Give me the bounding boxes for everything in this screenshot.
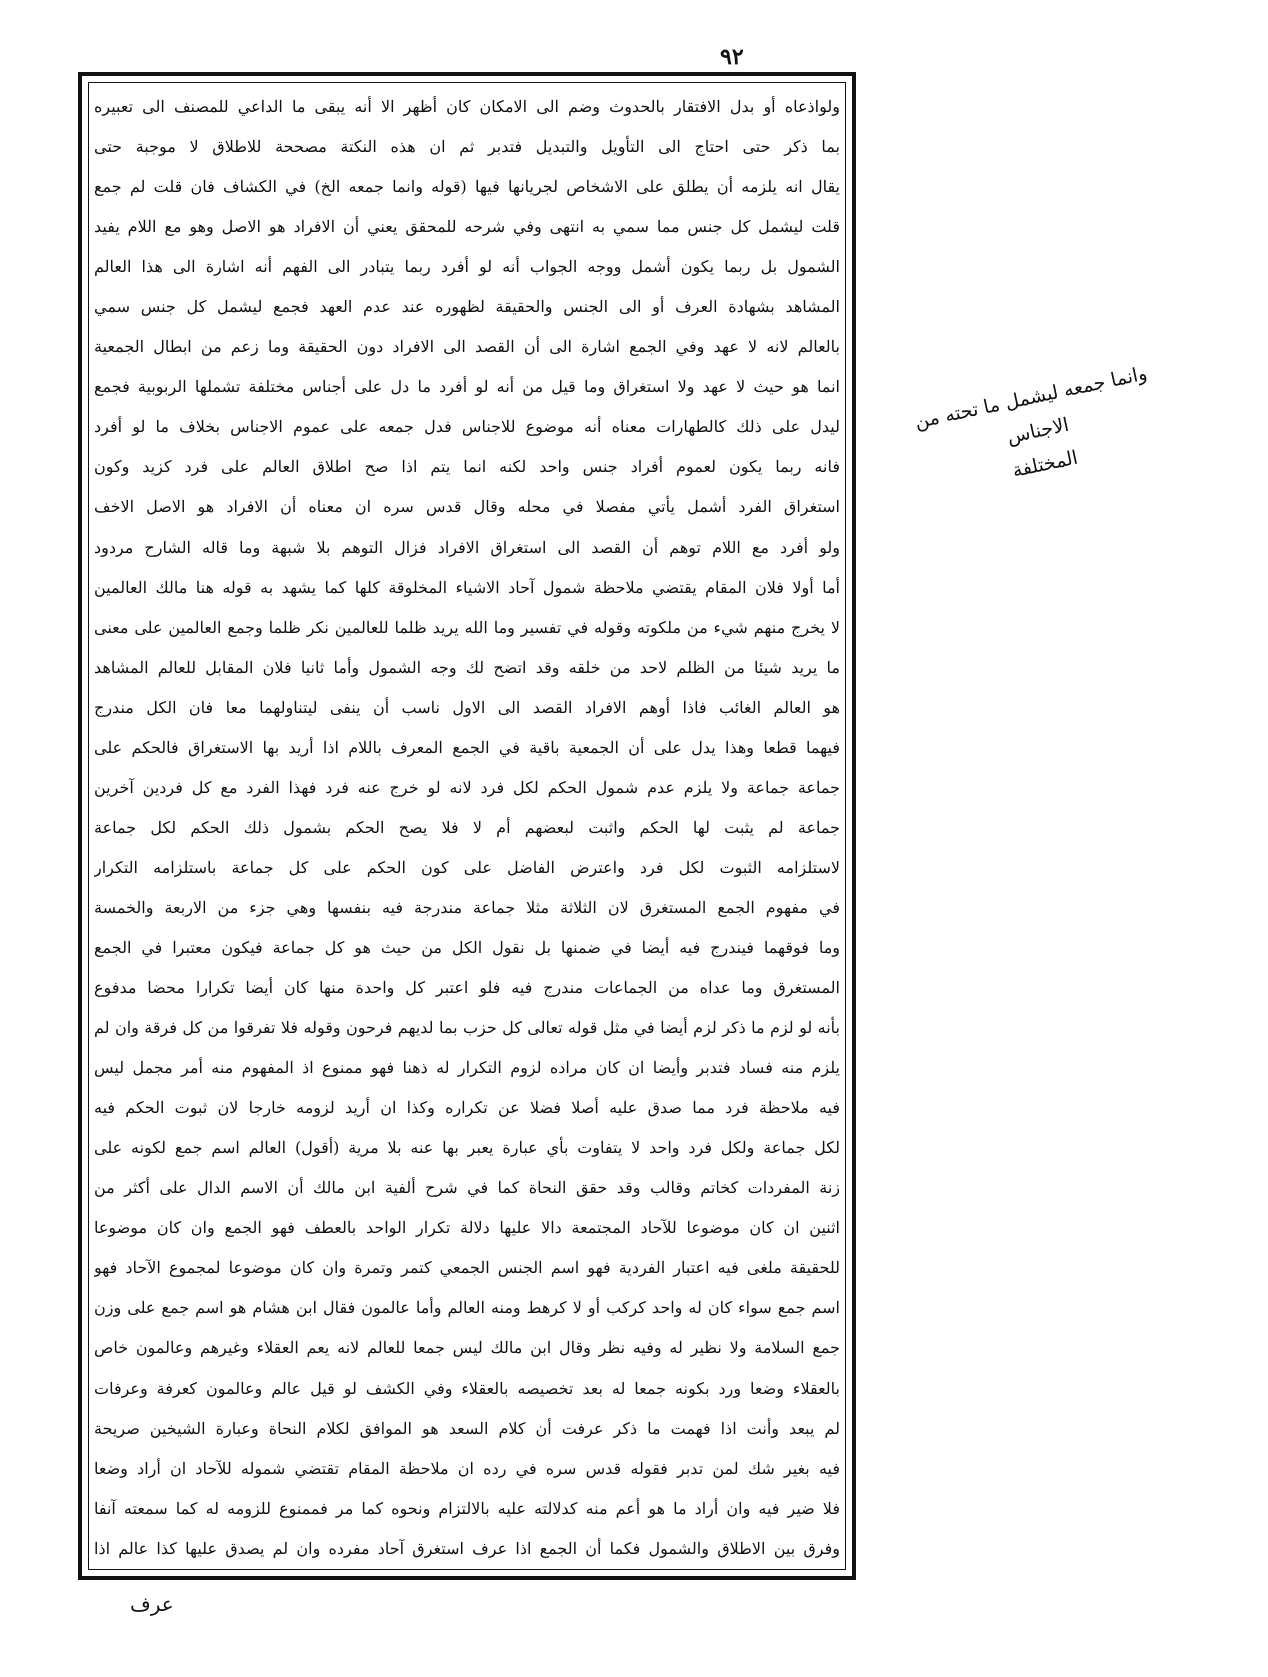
text-line: بما ذكر حتى احتاج الى التأويل والتبديل فتدبر ثم ان هذه النكتة مصححة للاطلاق لا موجبة حتى [94,137,840,157]
text-line: لا يخرج منهم شيء من ملكوته وقوله في تفسير وما الله يريد ظلما للعالمين نكر ظلما وجمع العالمين على معنى [94,617,840,637]
text-line: فلا ضير فيه وان أراد ما هو أعم منه كدلالته عليه بالالتزام ونحوه كما مر فممنوع للزومه له كما سمعته آنفا [94,1498,840,1518]
text-line: للحقيقة ملغى فيه اعتبار الفردية فهو اسم الجنس الجمعي كتمر وتمرة وان كان موضوعا لمجموع الآحاد فهو [94,1258,840,1278]
text-line: هو العالم الغائب فاذا أوهم الافراد القصد الى الاول ناسب أن ينفى ليتناولهما معا فان الكل مندرج [94,697,840,717]
text-line: فيهما قطعا وهذا يدل على أن الجمعية باقية في الجمع المعرف باللام اذا أريد بها الاستغراق فالحكم على [94,737,840,757]
text-line: بالعالم لانه لا عهد وفي الجمع اشارة الى أن القصد الى الافراد دون الحقيقة وما زعم من ابطال الجمعية [94,337,840,357]
text-line: يلزم منه فساد فتدبر وأيضا ان كان مراده لزوم التكرار له ذهنا فهو ممنوع اذ المفهوم منه أمر مجمل ليس [94,1058,840,1078]
text-line: ولواذعاه أو بدل الافتقار بالحدوث وضم الى الامكان كان أظهر الا أنه يبقى ما الداعي للمصنف الى تعبيره [94,97,840,116]
text-line: المستغرق وما عداه من الجماعات مندرج فيه فلو اعتبر كل واحدة منها كان أيضا تكرارا محضا مدفوع [94,978,840,998]
main-text-block [94,92,840,1564]
margin-note-line: وانما جمعه ليشمل ما تحته من الاجناس [912,362,1149,449]
text-line: بالعقلاء وضعا ورد بكونه جمعا له بعد تخصيصه بالعقلاء وفي الكشف لو قيل عالم وعالمون كعرفة وعرفات [94,1378,840,1398]
text-line: جمع السلامة ولا نظير له وفيه نظر وقال ابن مالك ليس جمعا للعالم لانه يعم العقلاء وغيرهم وعالمون خاص [94,1338,840,1358]
text-line: فانه ربما يكون لعموم أفراد جنس واحد لكنه انما يتم اذا صح اطلاق العالم على فرد كزيد وكون [94,457,840,477]
text-line: وما فوقهما فيندرج فيه أيضا في ضمنها بل نقول الكل من حيث هو كل جماعة فيكون معتبرا في الجمع [94,937,840,957]
text-line: اثنين ان كان موضوعا للآحاد المجتمعة دالا عليها دلالة تكرار الواحد بالعطف فهو الجمع وان كان موضوعا [94,1218,840,1238]
margin-note-line: المختلفة [1010,446,1080,482]
margin-note [881,350,1196,512]
text-line: ولو أفرد مع اللام توهم أن القصد الى استغراق الافراد فزال التوهم بلا شبهة وما قاله الشارح مردود [94,537,840,557]
text-line: لم يبعد وأنت اذا فهمت ما ذكر عرفت أن كلام السعد هو الموافق لكلام النحاة وعبارة الشيخين صريحة [94,1418,840,1438]
text-line: استغراق الفرد أشمل يأتي مفصلا في محله وقال قدس سره ان معناه أن الافراد هو الاصل الاخف [94,497,840,517]
text-line: زنة المفردات كخاتم وقالب وقد حقق النحاة كما في شرح ألفية ابن مالك أن الاسم الدال على أكثر من [94,1178,840,1198]
catchword: عرف [130,1592,174,1616]
text-line: جماعة لم يثبت لها الحكم واثبت لبعضهم أم لا فلا يصح الحكم بشمول ذلك الحكم لكل جماعة [94,817,840,837]
text-line: المشاهد بشهادة العرف أو الى الجنس والحقيقة لظهوره عند عدم العهد فجمع ليشمل كل جنس سمي [94,297,840,317]
text-line: ليدل على ذلك كالطهارات معناه أنه موضوع للاجناس فدل جمعه على عموم الاجناس بخلاف ما لو أفرد [94,417,840,437]
text-line: انما هو حيث لا عهد ولا استغراق وما قيل من أنه لو أفرد ما دل على أجناس مختلفة تشملها الربوبية فجمع [94,377,840,397]
text-line: الشمول بل ربما يكون أشمل ووجه الجواب أنه لو أفرد ربما يتبادر الى الفهم أنه اشارة الى هذا العالم [94,257,840,277]
page-number: ٩٢ [720,44,744,70]
text-line: فيه ملاحظة فرد مما صدق عليه أصلا فضلا عن تكراره وكذا ان أريد لزومه خارجا لان ثبوت الحكم فيه [94,1098,840,1118]
text-line: جماعة جماعة ولا يلزم عدم شمول الحكم لكل فرد لانه لو خرج عنه فرد فهذا الفرد مع كل فردين آخرين [94,777,840,797]
text-line: في مفهوم الجمع المستغرق لان الثلاثة مثلا جماعة مندرجة فيه بنفسها وهي جزء من الاربعة والخمسة [94,897,840,917]
text-line: أما أولا فلان المقام يقتضي ملاحظة شمول آحاد الاشياء المخلوقة كلها كما يشهد به قوله هنا مالك العالمين [94,577,840,597]
text-line: اسم جمع سواء كان له واحد كركب أو لا كرهط ومنه العالم وأما عالمون فقال ابن هشام هو اسم جمع على وزن [94,1298,840,1318]
text-line: فيه بغير شك لمن تدبر فقوله قدس سره في رده ان ملاحظة المقام تقتضي شموله للآحاد ان أراد وضعا [94,1458,840,1478]
text-line: وفرق بين الاطلاق والشمول فكما أن الجمع اذا عرف استغرق آحاد مفرده وان لم يصدق عليها كذا عالم اذا [94,1538,840,1558]
text-line: ما يريد شيئا من الظلم لاحد من خلقه وقد اتضح لك وجه الشمول وأما ثانيا فلان المقابل للعالم المشاهد [94,657,840,677]
text-line: بأنه لو لزم ما ذكر لزم أيضا في مثل قوله تعالى كل حزب بما لديهم فرحون وقوله فلا تفرقوا من كل فرقة وان لم [94,1018,840,1038]
text-line: لكل جماعة ولكل فرد واحد لا يتفاوت بأي عبارة يعبر بها عنه بلا مرية (أقول) العالم اسم جمع لكونه على [94,1138,840,1158]
text-line: لاستلزامه الثبوت لكل فرد واعترض الفاضل على كون الحكم على كل جماعة باستلزامه التكرار [94,857,840,877]
text-line: قلت ليشمل كل جنس مما سمي به انتهى وفي شرحه للمحقق يعني أن الافراد هو الاصل وهو مع اللام يفيد [94,217,840,237]
text-line: يقال انه يلزمه أن يطلق على الاشخاص لجريانها فيها (قوله وانما جمعه الخ) في الكشاف فان قلت لم جمع [94,177,840,197]
